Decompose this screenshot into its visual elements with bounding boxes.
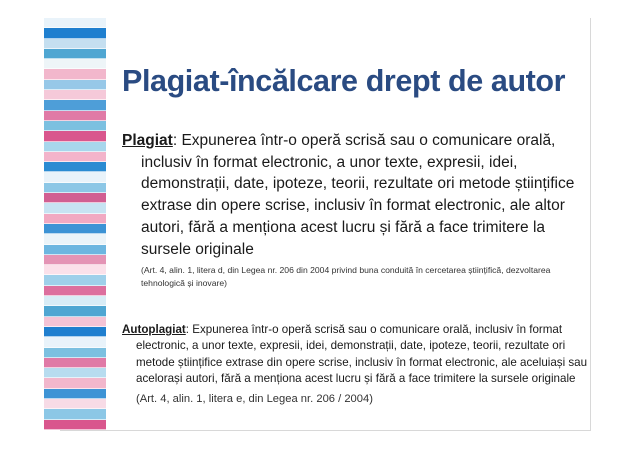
stripe-band	[44, 152, 106, 162]
stripe-band	[44, 111, 106, 121]
stripe-band	[44, 142, 106, 152]
stripe-band	[44, 18, 106, 28]
stripe-band	[44, 306, 106, 316]
stripe-band	[44, 317, 106, 327]
stripe-band	[44, 224, 106, 234]
plagiat-term: Plagiat	[122, 132, 173, 149]
stripe-band	[44, 214, 106, 224]
plagiat-definition: Expunerea într-o operă scrisă sau o comunicare orală, inclusiv în format electronic, a unor texte, expresii, idei, demonstrații, date, ipoteze, teorii, rezultate ori metode științifice extrase din opere scrise, inclusiv în format electronic, ale altor autori, fără a menționa acest lucru și fără a face trimitere la sursele originale	[141, 132, 575, 258]
stripe-band	[44, 80, 106, 90]
stripe-band	[44, 69, 106, 79]
autoplagiat-separator: :	[185, 323, 193, 336]
stripe-band	[44, 420, 106, 430]
stripe-band	[44, 399, 106, 409]
stripe-band	[44, 39, 106, 49]
autoplagiat-definition: Expunerea într-o operă scrisă sau o comunicare orală, inclusiv în format electronic, a unor texte, expresii, idei, demonstrații, date, ipoteze, teorii, rezultate ori metode științifice extrase din opere scrise, inclusiv în format electronic, ale aceluiași sau acelorași autori, fără a menționa acest lucru și fără a face trimitere la sursele originale	[136, 323, 588, 386]
autoplagiat-term: Autoplagiat	[122, 323, 186, 336]
autoplagiat-citation: (Art. 4, alin. 1, litera e, din Legea nr. 206 / 2004)	[136, 392, 373, 405]
stripe-band	[44, 275, 106, 285]
plagiat-citation: (Art. 4, alin. 1, litera d, din Legea nr. 206 din 2004 privind buna conduită în cercetarea științifică, dezvoltarea tehnologică și inovare)	[141, 265, 551, 289]
stripe-band	[44, 183, 106, 193]
stripe-band	[44, 162, 106, 172]
plagiat-separator: :	[172, 132, 182, 149]
stripe-band	[44, 234, 106, 244]
stripe-band	[44, 203, 106, 213]
stripe-band	[44, 59, 106, 69]
stripe-band	[44, 90, 106, 100]
stripe-band	[44, 348, 106, 358]
plagiat-paragraph	[122, 130, 591, 290]
frame-border-bottom	[60, 430, 591, 431]
autoplagiat-paragraph	[122, 322, 594, 407]
stripe-band	[44, 28, 106, 38]
stripe-band	[44, 265, 106, 275]
stripe-band	[44, 296, 106, 306]
stripe-band	[44, 409, 106, 419]
stripe-band	[44, 337, 106, 347]
stripe-band	[44, 389, 106, 399]
stripe-band	[44, 172, 106, 182]
stripe-band	[44, 378, 106, 388]
slide-title: Plagiat-încălcare drept de autor	[122, 64, 566, 98]
stripe-band	[44, 121, 106, 131]
stripe-band	[44, 368, 106, 378]
stripe-band	[44, 286, 106, 296]
stripe-band	[44, 327, 106, 337]
decorative-stripe	[44, 18, 106, 430]
stripe-band	[44, 358, 106, 368]
stripe-band	[44, 255, 106, 265]
stripe-band	[44, 193, 106, 203]
stripe-band	[44, 245, 106, 255]
stripe-band	[44, 100, 106, 110]
stripe-band	[44, 49, 106, 59]
stripe-band	[44, 131, 106, 141]
